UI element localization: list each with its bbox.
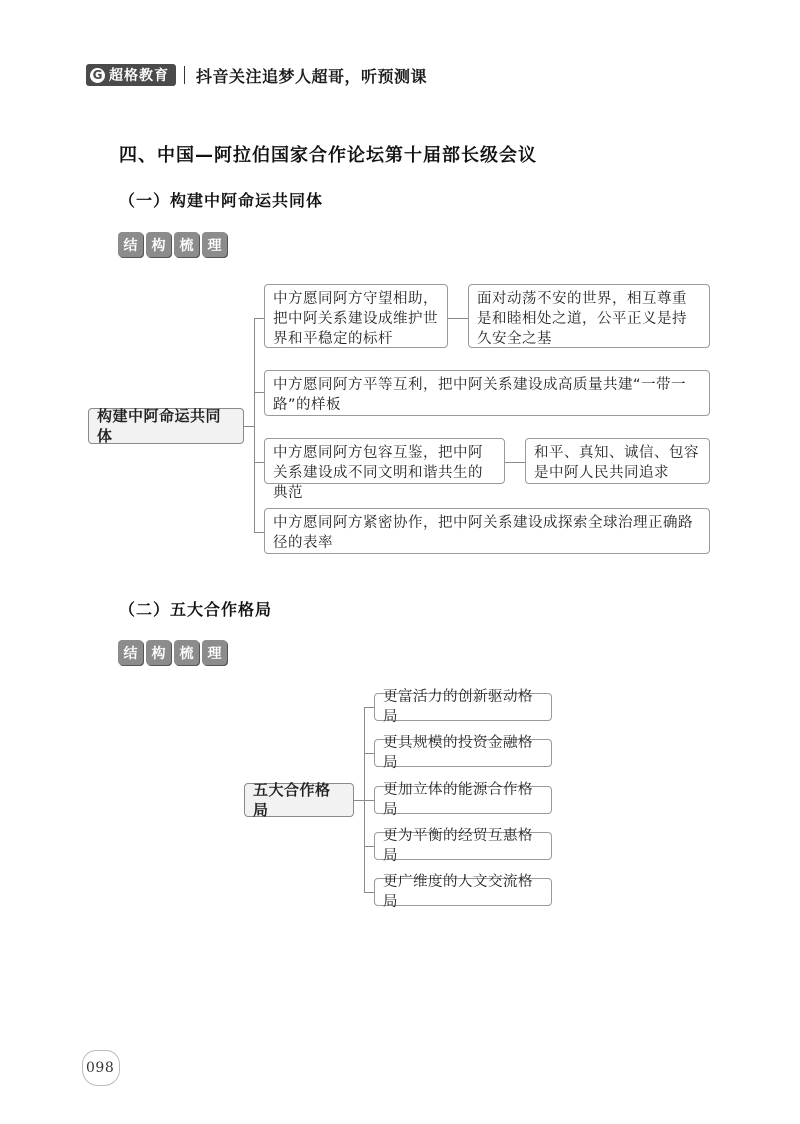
tag-char: 构 [146,640,171,665]
map2-item-1: 更富活力的创新驱动格局 [374,693,552,721]
brand-name: 超格教育 [109,68,169,84]
connector [254,532,264,533]
connector [364,846,374,847]
connector [254,318,264,319]
connector [448,318,468,319]
header-slogan: 抖音关注追梦人超哥，听预测课 [196,67,428,86]
connector [364,753,374,754]
header-divider [184,66,185,84]
tag-char: 梳 [174,232,199,257]
tag-char: 梳 [174,640,199,665]
map1-branch-3: 中方愿同阿方包容互鉴，把中阿关系建设成不同文明和谐共生的典范 [264,438,505,484]
map2-item-5: 更广维度的人文交流格局 [374,878,552,906]
map1-branch-2: 中方愿同阿方平等互利，把中阿关系建设成高质量共建“一带一路”的样板 [264,370,710,416]
map2-item-4: 更为平衡的经贸互惠格局 [374,832,552,860]
part2-subtitle: （二）五大合作格局 [119,600,273,619]
connector [254,392,264,393]
brand-logo-icon: G [90,68,105,83]
structure-tag-1 [118,232,227,258]
map1-branch-4: 中方愿同阿方紧密协作，把中阿关系建设成探索全球治理正确路径的表率 [264,508,710,554]
structure-tag-2 [118,640,227,666]
tag-char: 理 [202,640,227,665]
connector [244,426,254,427]
connector-trunk [254,318,255,532]
page-number: 098 [86,1060,115,1076]
tag-char: 理 [202,232,227,257]
part1-subtitle: （一）构建中阿命运共同体 [119,191,324,210]
tag-char: 构 [146,232,171,257]
map2-item-2: 更具规模的投资金融格局 [374,739,552,767]
map2-item-3: 更加立体的能源合作格局 [374,786,552,814]
map2-root: 五大合作格局 [244,783,354,817]
connector [364,707,374,708]
connector [354,800,364,801]
map1-root: 构建中阿命运共同体 [88,408,244,444]
map1-branch-3-detail: 和平、真知、诚信、包容是中阿人民共同追求 [525,438,710,484]
map1-branch-1-detail: 面对动荡不安的世界，相互尊重是和睦相处之道，公平正义是持久安全之基 [468,284,710,348]
section-title: 四、中国—阿拉伯国家合作论坛第十届部长级会议 [119,145,537,166]
connector [254,462,264,463]
tag-char: 结 [118,232,143,257]
tag-char: 结 [118,640,143,665]
connector [364,892,374,893]
map1-branch-1: 中方愿同阿方守望相助，把中阿关系建设成维护世界和平稳定的标杆 [264,284,448,348]
brand-badge [86,64,176,86]
connector [505,462,525,463]
connector [364,800,374,801]
